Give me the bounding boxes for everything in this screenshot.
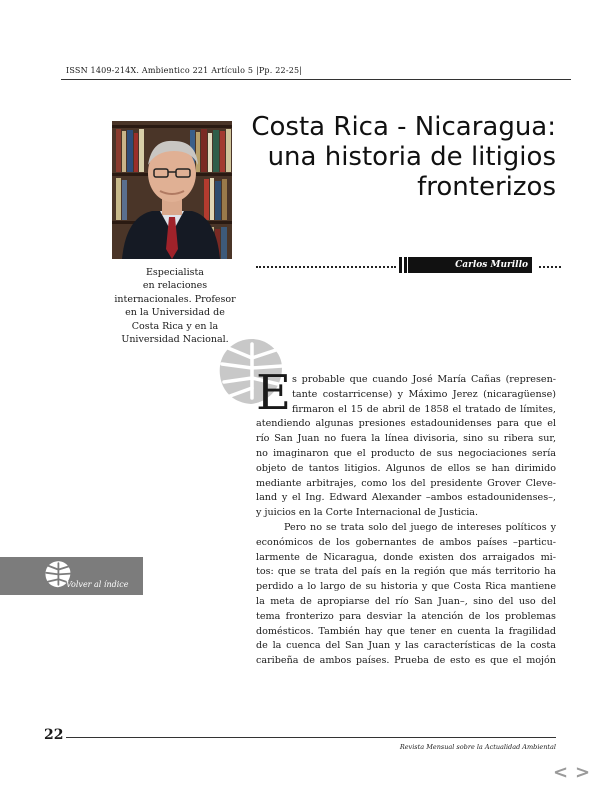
back-to-index-button[interactable] <box>0 557 143 595</box>
title-line: una historia de litigios <box>267 142 556 172</box>
body-line: tante costarricense) y Máximo Jerez (nicaragüense) <box>292 388 556 400</box>
body-line: objeto de tantos litigios. Algunos de ellos se han dirimido <box>256 462 556 474</box>
body-line: atendiendo algunas presiones estadounidenses para que el <box>256 418 556 430</box>
previous-page-button[interactable]: < <box>553 762 569 783</box>
body-line: Pero no se trata solo del juego de intereses políticos y <box>284 521 556 533</box>
title-line: Costa Rica - Nicaragua: <box>251 112 556 142</box>
byline-bar <box>399 257 402 273</box>
header-rule <box>61 79 571 80</box>
body-line: la meta de apropiarse del río San Juan–, sino del uso del <box>256 595 556 607</box>
header-citation: ISSN 1409-214X. Ambientico 221 Artículo 5 |Pp. 22-25| <box>66 66 303 75</box>
bio-line: Universidad Nacional. <box>121 334 229 346</box>
bio-line: en relaciones <box>142 280 208 292</box>
bio-line: Especialista <box>146 267 204 278</box>
author-name: Carlos Murillo <box>408 257 532 273</box>
bio-line: internacionales. Profesor <box>114 293 236 305</box>
author-byline <box>256 257 560 273</box>
author-photo <box>112 121 232 259</box>
bio-line: en la Universidad de <box>125 307 225 319</box>
article-title <box>251 112 556 202</box>
body-line: y juicios en la Corte Internacional de Justicia. <box>256 507 479 519</box>
journal-name: Revista Mensual sobre la Actualidad Ambiental <box>399 743 556 751</box>
body-line: larmente de Nicaragua, donde existen dos arraigados mi- <box>256 551 556 563</box>
dotted-rule-left <box>256 266 396 268</box>
body-line: económicos de los gobernantes de ambos países –particu- <box>256 536 556 548</box>
byline-bar <box>404 257 407 273</box>
author-bio <box>110 266 240 346</box>
body-line: perdido a lo largo de su historia y que Costa Rica mantiene <box>256 581 556 593</box>
body-line: land y el Ing. Edward Alexander –ambos estadounidenses–, <box>256 492 556 504</box>
article-body <box>256 365 556 669</box>
body-line: tema fronterizo para desviar la atención de los problemas <box>256 610 556 622</box>
body-line: caribeña de ambos países. Prueba de esto es que el mojón <box>256 655 556 667</box>
dotted-rule-right <box>539 266 561 268</box>
body-line: río San Juan no fuera la línea divisoria, sino su ribera sur, <box>256 433 556 445</box>
body-line: s probable que cuando José María Cañas (represen- <box>292 374 556 385</box>
body-line: mediante arbitrajes, como los del presidente Grover Cleve- <box>256 477 556 489</box>
bio-line: Costa Rica y en la <box>131 320 219 332</box>
body-line: firmaron el 15 de abril de 1858 el tratado de límites, <box>292 403 556 415</box>
drop-cap: E <box>256 365 292 421</box>
footer-rule <box>66 737 556 738</box>
body-line: de la cuenca del San Juan y las características de la costa <box>256 640 556 652</box>
title-line: fronterizos <box>417 172 556 202</box>
body-line: tos: que se trata del país en la región que más territorio ha <box>256 566 556 578</box>
page-number: 22 <box>44 727 64 743</box>
back-to-index-label[interactable]: Volver al índice <box>66 580 129 589</box>
body-line: no imaginaron que el producto de sus negociaciones sería <box>256 447 556 459</box>
body-line: domésticos. También hay que tener en cuenta la fragilidad <box>256 625 556 637</box>
next-page-button[interactable]: > <box>575 762 591 783</box>
